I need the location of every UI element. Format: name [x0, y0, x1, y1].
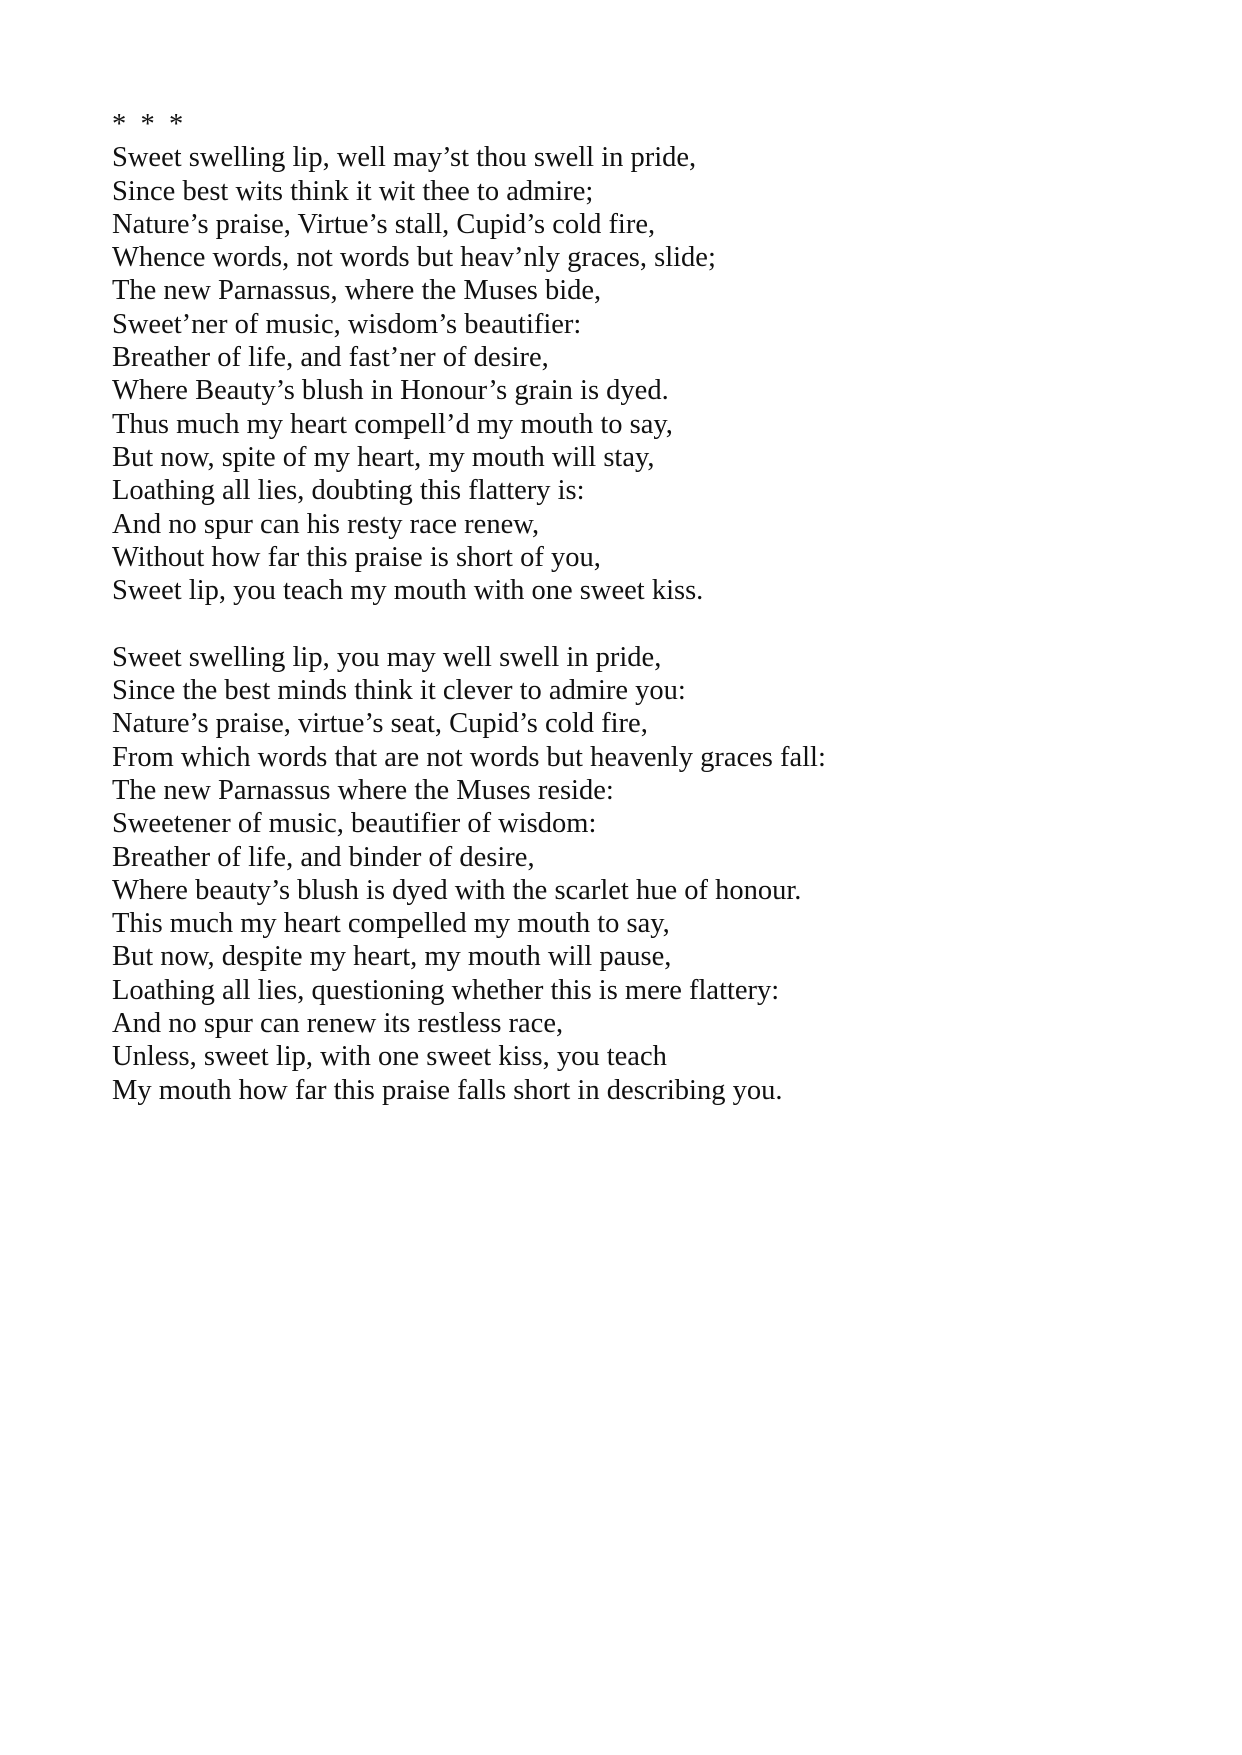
poem-line: Sweet lip, you teach my mouth with one sweet kiss.: [112, 575, 704, 607]
poem-line: Breather of life, and binder of desire,: [112, 841, 535, 873]
poem-line: Where beauty’s blush is dyed with the scarlet hue of honour.: [112, 874, 802, 906]
poem-line: But now, despite my heart, my mouth will pause,: [112, 941, 672, 973]
poem-line: This much my heart compelled my mouth to say,: [112, 908, 670, 940]
poem-text: [112, 108, 1192, 1107]
poem-line: Sweet’ner of music, wisdom’s beautifier:: [112, 308, 582, 340]
poem-line: Loathing all lies, doubting this flattery is:: [112, 475, 585, 507]
poem-line: From which words that are not words but heavenly graces fall:: [112, 741, 826, 773]
poem-line: Sweet swelling lip, you may well swell in pride,: [112, 641, 662, 673]
poem-line: And no spur can his resty race renew,: [112, 508, 540, 540]
poem-line: The new Parnassus where the Muses reside:: [112, 774, 614, 806]
poem-line: Loathing all lies, questioning whether this is mere flattery:: [112, 974, 780, 1006]
poem-line: And no spur can renew its restless race,: [112, 1008, 564, 1040]
poem-line: My mouth how far this praise falls short in describing you.: [112, 1074, 783, 1106]
poem-line: Thus much my heart compell’d my mouth to say,: [112, 408, 673, 440]
modern-stanza: [112, 641, 1192, 1107]
poem-line: Nature’s praise, Virtue’s stall, Cupid’s cold fire,: [112, 208, 656, 240]
stanza-gap: [112, 607, 1192, 640]
poem-line: Whence words, not words but heav’nly graces, slide;: [112, 242, 716, 274]
poem-line: But now, spite of my heart, my mouth will stay,: [112, 441, 655, 473]
poem-line: Without how far this praise is short of you,: [112, 541, 601, 573]
poem-line: Unless, sweet lip, with one sweet kiss, you teach: [112, 1041, 667, 1073]
poem-line: Sweetener of music, beautifier of wisdom:: [112, 808, 597, 840]
poem-line: Since best wits think it wit thee to admire;: [112, 175, 594, 207]
original-stanza: [112, 141, 1192, 607]
section-separator: * * *: [112, 109, 184, 140]
poem-line: The new Parnassus, where the Muses bide,: [112, 275, 602, 307]
poem-line: Breather of life, and fast’ner of desire,: [112, 342, 549, 374]
poem-line: Nature’s praise, virtue’s seat, Cupid’s cold fire,: [112, 708, 648, 740]
poem-line: Since the best minds think it clever to admire you:: [112, 675, 686, 707]
poem-line: Sweet swelling lip, well may’st thou swell in pride,: [112, 142, 697, 174]
poem-line: Where Beauty’s blush in Honour’s grain is dyed.: [112, 375, 669, 407]
